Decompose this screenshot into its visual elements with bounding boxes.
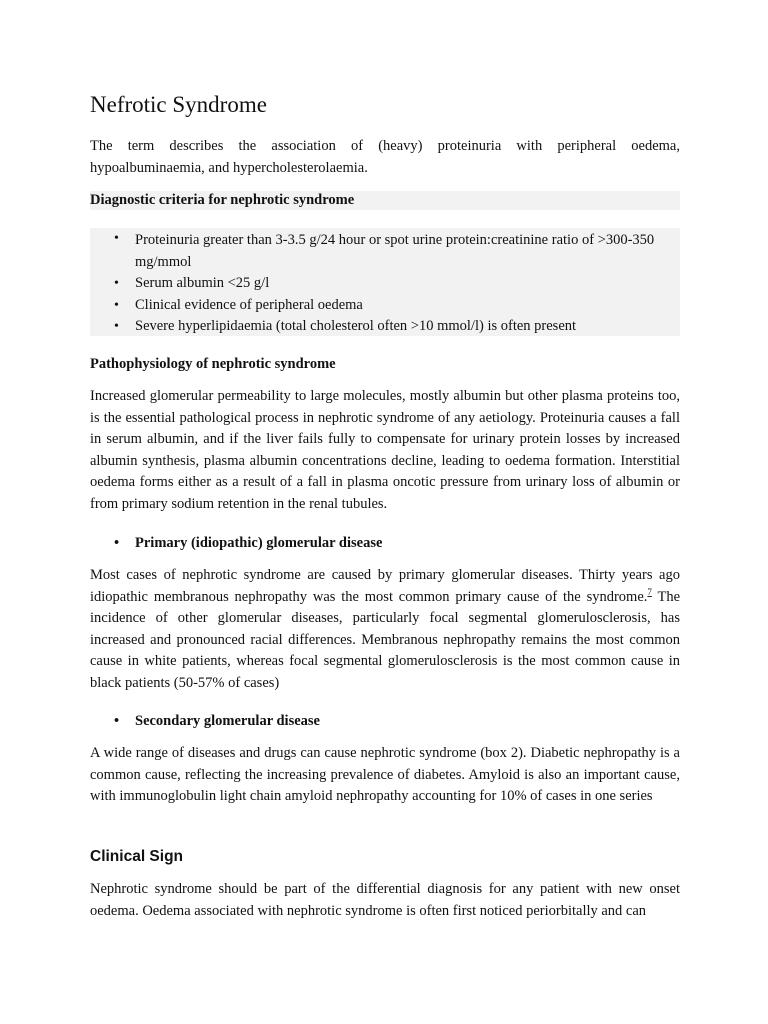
reference-link[interactable]: 7 [647,586,652,597]
primary-text-end: The incidence of other glomerular diseases, particularly focal segmental glomerulosclerosis, has increased and pronounced racial differences. Membranous nephropathy remains the most common cause in white patients, whereas focal segmental glomerulosclerosis is the most common cause in black patients (50-57% of cases) [90,588,680,691]
diagnostic-criteria-heading: Diagnostic criteria for nephrotic syndrome [90,191,680,210]
bullet-icon: • [114,231,119,246]
primary-disease-heading-text: Primary (idiopathic) glomerular disease [135,535,383,551]
clinical-sign-paragraph: Nephrotic syndrome should be part of the differential diagnosis for any patient with new onset oedema. Oedema associated with nephrotic syndrome is often first noticed periorbitally and can [90,881,680,919]
bullet-icon: • [114,535,120,551]
secondary-disease-paragraph: A wide range of diseases and drugs can cause nephrotic syndrome (box 2). Diabetic nephropathy is a common cause, reflecting the increasing prevalence of diabetes. Amyloid is also an important cause, with immunoglobulin light chain amyloid nephropathy accounting for 10% of cases in one series [90,745,680,804]
pathophysiology-paragraph: Increased glomerular permeability to large molecules, mostly albumin but other plasma proteins too, is the essential pathological process in nephrotic syndrome of any aetiology. Proteinuria causes a fall in serum albumin, and if the liver fails fully to compensate for urinary protein losses by increased albumin synthesis, plasma albumin concentrations decline, leading to oedema formation. Interstitial oedema forms either as a result of a fall in plasma oncotic pressure from urinary loss of albumin or from primary sodium retention in the renal tubules. [90,388,680,512]
list-item [90,316,680,338]
primary-text-start: Most cases of nephrotic syndrome are caused by primary glomerular diseases. Thirty years ago idiopathic membranous nephropathy was the most common primary cause of the syndrome. [90,567,680,605]
bullet-icon: • [114,713,120,729]
bullet-icon: • [114,319,119,334]
pathophysiology-heading: Pathophysiology of nephrotic syndrome [90,356,336,372]
diagnostic-criteria-list [90,228,680,338]
clinical-sign-heading: Clinical Sign [90,848,184,865]
diagnostic-criteria-box [90,228,680,336]
secondary-disease-heading-text: Secondary glomerular disease [135,713,320,729]
bullet-icon: • [114,276,119,291]
list-item-text: Severe hyperlipidaemia (total cholesterol often >10 mmol/l) is often present [135,318,577,334]
list-item [90,228,680,273]
list-item-text: Clinical evidence of peripheral oedema [135,296,363,313]
list-item [90,295,680,317]
primary-disease-paragraph [90,565,680,694]
list-item [90,273,680,295]
document-title: Nefrotic Syndrome [90,92,267,117]
list-item-text: Serum albumin <25 g/l [135,275,270,291]
list-item-text: Proteinuria greater than 3-3.5 g/24 hour or spot urine protein:creatinine ratio of >300-350 mg/mmol [135,232,655,270]
intro-paragraph: The term describes the association of (heavy) proteinuria with peripheral oedema, hypoalbuminaemia, and hypercholesterolaemia. [90,138,680,176]
bullet-icon: • [114,297,119,313]
